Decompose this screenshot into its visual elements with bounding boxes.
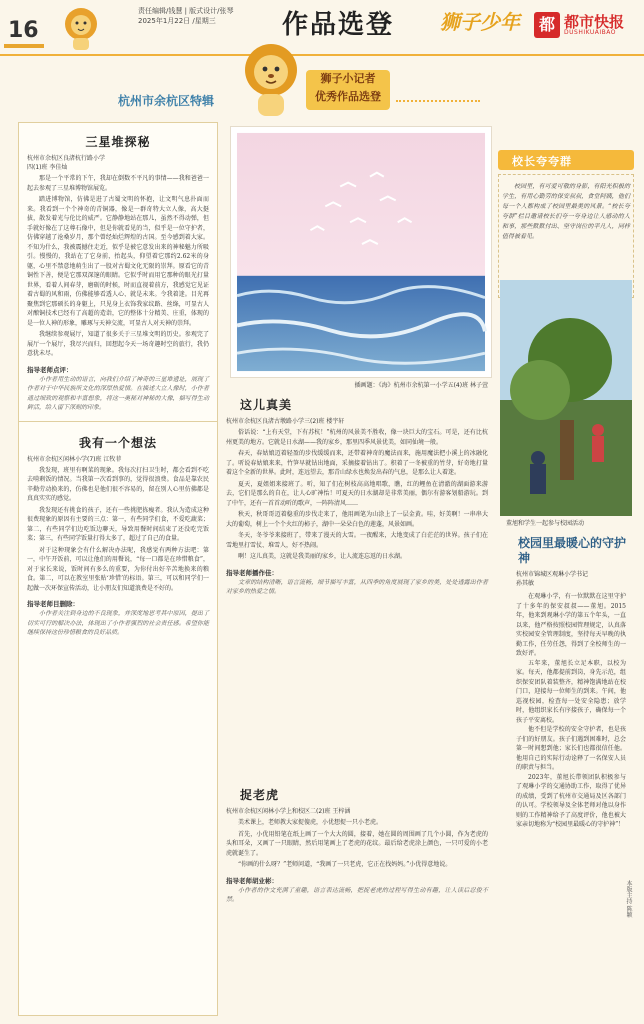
profile-byline-author: 孙其敏 — [516, 580, 535, 587]
teacher-comment-heading: 指导老师目删除： — [27, 600, 79, 608]
meta-date: 2025年1月22日 /星期三 — [138, 17, 216, 25]
lion-mascot-small-icon — [60, 4, 102, 52]
teacher-comment: 小作者用生动的语言，向我们介绍了神奇的三星堆遗址，展现了作者对于中华民族所文化的深厚热爱情。在描述大立人像时，小作者通过细致的观察和丰富想象，将这一奥秘对神秘的大像，描写得生动鲜活，给人留下深刻的印象。 — [27, 375, 209, 411]
article-paragraph: 我发现还有挑食的孩子，还有一些挑肥拣瘦者。我认为造成这种很费现象的原因有主要的三点：第一，有些同学们食，不爱吃蔬菜；第二，有些同学们边吃饭边聊天，导致用餐时间结束了还没吃完饭菜；第三，有些同学饭量打得太多了，超过了自己的食量。 — [27, 506, 209, 542]
article-paragraph: 首先，小优用铅笔在纸上画了一个大大的圆，接着，她在圆的周围画了几个小圆，作为老虎的头和耳朵，又画了一只眼睛，然后用笔画上了老虎的花纹。最后给老虎涂上颜色，一只可爱的小老虎就诞生了。 — [226, 830, 488, 857]
brush-title: 狮子少年 — [440, 10, 520, 34]
column-badge-line1: 狮子小记者 — [320, 72, 376, 85]
article-paragraph: 春天，春姑娘迈着轻盈的步伐缓缓而来，还带着神奇的魔法而来，施用魔法把小溪上的冰融化了。听说春姑娘来来，竹笋早就钻出地面，采摘接着钻出了。积着了一冬被重的竹芽，好奇地打量着这个全新的世界。此时，连远望去，那青山绿水也焕发出春的气息，是那么让人着迷。 — [226, 450, 488, 476]
article-title: 我有一个想法 — [78, 435, 157, 450]
article-so-beautiful — [222, 392, 488, 597]
page-number: 16 — [8, 18, 39, 43]
column-intro: 校园里，有可爱可敬的身影，有阳光积极的学生，有用心勤劳的保安叔叔，食堂阿姨，他们每一个人都构成了校园里最美的风景。“校长夸夸群”栏目邀请校长们夸一夸身边让人感动的人和事，那些默默付出、坚守岗位的平凡人，同样值得被看见。 — [502, 183, 630, 240]
painting-caption: 插画题：《海》杭州市余杭第一小学五(4)班 林子萱 — [354, 382, 488, 389]
header-meta — [138, 6, 234, 26]
page-number-underline — [4, 44, 44, 48]
article-paragraph: 我继续参观展厅，知道了很多关于三星堆文明的历史。参观完了展厅一个展厅，我尽兴而归，回想起今天一场奇趣时空的旅行，我仍意犹未尽。 — [27, 331, 209, 357]
page-header — [0, 0, 644, 56]
lion-mascot-icon — [236, 40, 306, 118]
article-byline: 杭州市余杭区良渚古墩路小学三(2)班 楼宇轩 — [226, 418, 345, 425]
profile-body — [516, 592, 626, 830]
article-my-idea — [19, 424, 217, 638]
teacher-comment: 小作者关注到身边的不良现象，并深度地思考其中原因，提出了切实可行的解决办法，体现出了小作者强烈的社会责任感。希望你能继续保持这份珍惜粮食的良好品质。 — [27, 610, 209, 636]
article-byline: 杭州市余杭区闲林小学(7)班 江牧菲 — [27, 455, 122, 463]
column-badge — [306, 70, 390, 110]
profile-paragraph: 在观琳小学，有一位默默在这里守护了十多年的保安叔叔——董旭。2015年，他来到观琳小学的第五个年头，一直以来，他严格按照校园管理规定，认真落实校园安全管理制度，坚持每天早晚的执勤工作，任劳任怨，得到了全校师生的一致好评。 — [516, 593, 626, 657]
article-title: 这儿真美 — [240, 398, 293, 412]
teacher-comment: 文章的结构清晰，语言流畅，细节描写丰富，从四季的角度展现了家乡的美，处处透露出作者对家乡的热爱之情。 — [226, 578, 488, 595]
profile-paragraph: 他不但是学校的安全守护者，也是孩子们的好朋友。孩子们遇到困难时，总会第一时间想到他；家长们也都很信任他。他用自己的实际行动诠释了一名保安人员的职责与担当。 — [516, 726, 626, 771]
newspaper-logo — [534, 10, 640, 40]
article-paragraph: “你画的什么呀？”老师问道，“我画了一只老虎，它正在找妈妈。”小优得意地说。 — [238, 861, 452, 868]
profile-paragraph: 五年来，董旭长立足本职，以校为家。每天，他都提前到岗，身先示范，组织保安团队着装整齐，精神饱满地站在校门口，迎接每一位师生的到来。午间，他巡视校园，检查每一处安全隐患；放学时，他组织家长有序接孩子，确保每一个孩子平安离校。 — [516, 659, 626, 724]
article-paragraph: 啊！这儿真美，这就是我美丽的家乡，让人流连忘返的日水湖。 — [238, 553, 407, 560]
right-column — [498, 140, 634, 1016]
column-badge-line2: 优秀作品选登 — [315, 90, 381, 103]
article-paragraph: 俗话说：“上有天堂，下有苏杭！”杭州的风景美不胜收，像一块巨大的宝石。可是，还有比杭州更美的地方。它就是日水湖——我的家乡，那里四季风景优美，如同仙境一般。 — [226, 429, 488, 446]
district-label: 杭州市余杭区特辑 — [118, 94, 215, 108]
teacher-comment-heading: 指导老师点评： — [27, 365, 73, 374]
dotted-divider — [396, 100, 480, 102]
article-paragraph: 那是一个平常的下午，我却在倒数不平凡的事情——我和爸爸一起去参观了三星堆博物馆展览。 — [27, 175, 209, 192]
teacher-comment-heading: 指导老师胡业彬： — [226, 876, 278, 885]
article-byline: 杭州市余杭区闲林小学上和校区二(2)班 王梓涵 — [226, 808, 351, 815]
teacher-comment: 小作者的作文充满了童趣，语言表达流畅，把捉老虎的过程写得生动有趣，让人读后忍俊不禁。 — [226, 886, 488, 903]
profile-byline-school: 杭州市锦城区观琳小学书记 — [516, 571, 589, 578]
article-paragraph: 冬天，冬爷爷来接班了，带来了漫天的大雪。一夜醒来，大地变成了白茫茫的世界。孩子们在雪地里打雪仗、堆雪人，好不热闹。 — [226, 532, 488, 549]
left-column — [18, 122, 218, 1016]
profile-title: 校园里最暖心的守护神 — [518, 536, 627, 565]
principal-praise-header — [498, 150, 634, 170]
meta-editor: 责任编辑/钱慧 | 版式设计/张琴 — [138, 7, 234, 15]
article-catch-tiger — [222, 782, 488, 905]
article-sanxingdui — [19, 123, 217, 413]
profile-paragraph: 2023年，董旭长带领团队积极参与了观琳小学的交通协助工作，取得了优异的成绩，受到了杭州市交通局及区各部门的认可。学校领导及全体老师对他以身作则的工作精神给予了高度评价，他也被大家亲切地称为“校园里最暖心的守护神”！ — [516, 773, 626, 828]
sea-painting-image — [230, 126, 492, 378]
principal-praise-title: 校长夸夸群 — [512, 155, 572, 168]
middle-column — [222, 122, 492, 1016]
logo-english: DUSHIKUAIBAO — [564, 29, 616, 36]
article-paragraph: 我发现，班里有啊菜的现象。我每次打扫卫生时，都会看到不吃去啃剩饭的情况。当我第一次看到事的，觉得很浪费。食品是靠农民辛勤劳动换来的，仿佛也是他们很不容易的，留在别人心里仿佛都是真真实实的感觉。 — [27, 466, 209, 502]
article-title: 捉老虎 — [240, 788, 280, 802]
campus-photo-image — [500, 280, 632, 516]
logo-mark-icon: 都 — [534, 12, 560, 38]
photo-caption: 董旭和学生一起参与校园活动 — [506, 520, 585, 527]
section-title: 作品选登 — [282, 10, 395, 40]
header-rule — [0, 54, 644, 56]
article-separator — [19, 421, 217, 422]
logo-name: 都市快报 — [564, 13, 625, 31]
article-title: 三星堆探秘 — [85, 135, 151, 149]
article-byline: 四(1)班 李佳灿 — [27, 164, 68, 171]
article-paragraph: 踏进博物馆，仿佛是进了古蜀文明的怀抱，让文明气息扑面而来。我看到一个个神奇的青铜器，像是一群奇特大立人像，高大挺拔，散发着光与伦比的威严。它静静地站在那儿，虽然不得动弹，但手就好像在了这尊石像中，但是你就看见的当，似乎是一位守护者，仿佛穿越了沧桑岁月，那个曾经灿烂辉煌的古国。至今感到着大家。不知为什么，我被震撼住走近，似乎是被它意发出来的神秘魅力所吸引。慢慢的，我站在了它身前，抬起头，仰望着它那约2.62米的身躯，心里不禁意地萌生出了一股对古蜀文化无限的崇拜。原看它的青铜性下善，便是它那双深邃的眼睛。它似乎时而用它那种的眼光打量世界，看着人间春芽，磨砺的时候，时而直视着前方，我感觉它见证着古蜀的风和雨，仿佛能够看透人心、就是未来。令我着迷。目光再聚焦到它那硕长的身躯上，只见身上衣饰我家纹路、丝绦，可显古人对酿铜技术已经有了高超的造诣，它的整体十分精美、庄重，体现的是一位人神的形象，雕琢与天神交流，可显古人对天神的崇拜。 — [27, 196, 209, 327]
article-paragraph: 对于这种现象会有什么解决办法呢，我感觉有两种方法吧：第一，中午开饭前，可以让他们的用餐说，“每一口都是在珍惜粮食”，对于家长来说，饭时间有多么的重要，为你付出好辛苦地换来的粮食。第二，可以在教室里张贴‘珍惜’的标语。第三，可以和同学们一起做一次环保宣传活动，让小朋友们知道浪费是不好的。 — [27, 546, 209, 592]
profile-byline — [516, 570, 626, 588]
article-paragraph: 美术课上，老师教大家捉傻虎，小优想捉一只小老虎。 — [238, 819, 383, 826]
teacher-comment-heading: 指导老师播作佳： — [226, 568, 278, 577]
editor-strip: 本版主持 陈颖 — [625, 880, 632, 918]
article-paragraph: 秋天，秋哥哥迈着稳重的步伐走来了，他用画笔为山涂上了一层金黄。哇，好美啊！一串串大大的葡萄，树上一个个火红的柿子，湖中一朵朵白色的莲蓬，风景如画。 — [226, 511, 488, 528]
article-byline: 杭州市余杭区良渚杭行路小学 — [27, 155, 106, 162]
article-paragraph: 夏天，夏姐姐来接班了。听，知了们在树枝高高地唱歌，瞧，红的鲤鱼在清澈的湖面游来游去，它们是那么的自在，让人心旷神怡！可夏天的日水湖却是非常美丽，偶尔有游客划船游玩。到了中午，还有一首首动听的歌声，一阵阵清风…… — [226, 480, 488, 507]
